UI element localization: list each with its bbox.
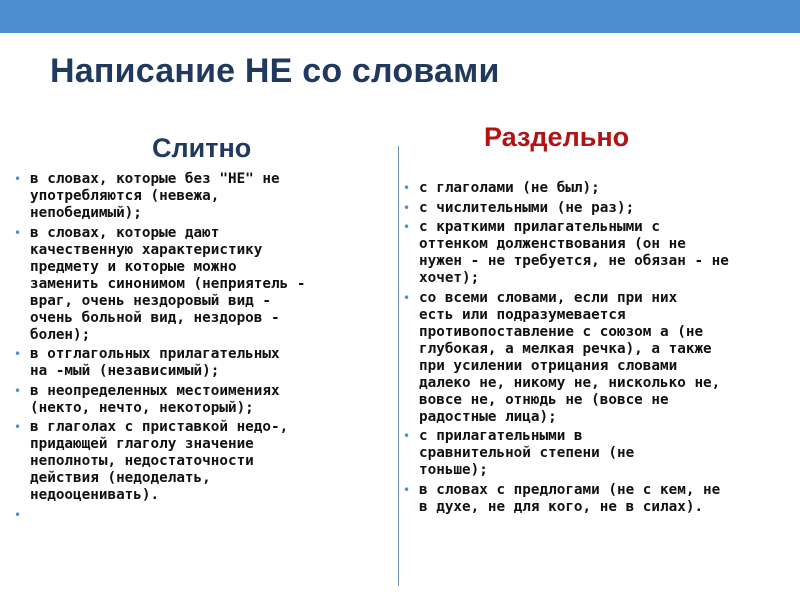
list-item-text: в словах, которые дают качественную характеристику предмету и которые можно заменить синонимом (неприятель - враг, очень нездоровый вид - очень больной вид, нездоров - болен); <box>30 224 306 343</box>
list-item <box>14 171 396 222</box>
list-item-text: в словах, которые без "НЕ" не употребляются (невежа, непобедимый); <box>30 171 280 221</box>
left-rules-list <box>14 171 396 526</box>
list-item <box>403 428 788 479</box>
list-item-text: с числительными (не раз); <box>419 199 635 216</box>
list-item <box>14 383 396 417</box>
bullet-icon: • <box>14 420 22 434</box>
slide-title: Написание НЕ со словами <box>50 52 500 90</box>
bullet-icon: • <box>403 290 411 305</box>
right-rules-list <box>403 180 788 518</box>
bullet-icon: • <box>14 383 22 398</box>
bullet-icon: • <box>14 172 22 186</box>
list-item-text: в отглагольных прилагательных на -мый (независимый); <box>30 346 280 379</box>
list-item-text: в неопределенных местоимениях (некто, нечто, некоторый); <box>30 382 280 416</box>
list-item-text: с глаголами (не был); <box>419 180 600 196</box>
heading-razdelno: Раздельно <box>484 122 630 152</box>
heading-slitno: Слитно <box>152 133 252 163</box>
bullet-icon: • <box>14 225 22 240</box>
bullet-icon: • <box>403 200 411 215</box>
bullet-icon: • <box>14 507 22 522</box>
list-item <box>14 225 396 344</box>
list-item <box>14 507 396 524</box>
list-item-text: с краткими прилагательными с оттенком долженствования (он не нужен - не требуется, не обязан - не хочет); <box>419 219 729 286</box>
bullet-icon: • <box>403 429 411 443</box>
list-item-text: с прилагательными в сравнительной степени (не тоньше); <box>419 428 635 478</box>
column-divider <box>398 146 399 586</box>
list-item <box>403 290 788 426</box>
list-item <box>14 419 396 504</box>
list-item <box>403 482 788 516</box>
bullet-icon: • <box>14 347 22 361</box>
list-item <box>403 200 788 217</box>
list-item-text: в словах с предлогами (не с кем, не в духе, не для кого, не в силах). <box>419 481 721 515</box>
top-accent-bar <box>0 0 800 33</box>
bullet-icon: • <box>403 181 411 195</box>
list-item-text: в глаголах с приставкой недо-, придающей глаголу значение неполноты, недостаточности действия (недоделать, недооценивать). <box>30 419 289 503</box>
list-item <box>403 180 788 197</box>
list-item-text: со всеми словами, если при них есть или подразумевается противопоставление с союзом а (не глубокая, а мелкая речка), а также при усилении отрицания словами далеко не, никому не, нисколько не, вовсе не, отнюдь не (вовсе не радостные лица); <box>419 289 721 425</box>
list-item <box>403 219 788 287</box>
bullet-icon: • <box>403 482 411 497</box>
bullet-icon: • <box>403 220 411 234</box>
list-item <box>14 346 396 380</box>
